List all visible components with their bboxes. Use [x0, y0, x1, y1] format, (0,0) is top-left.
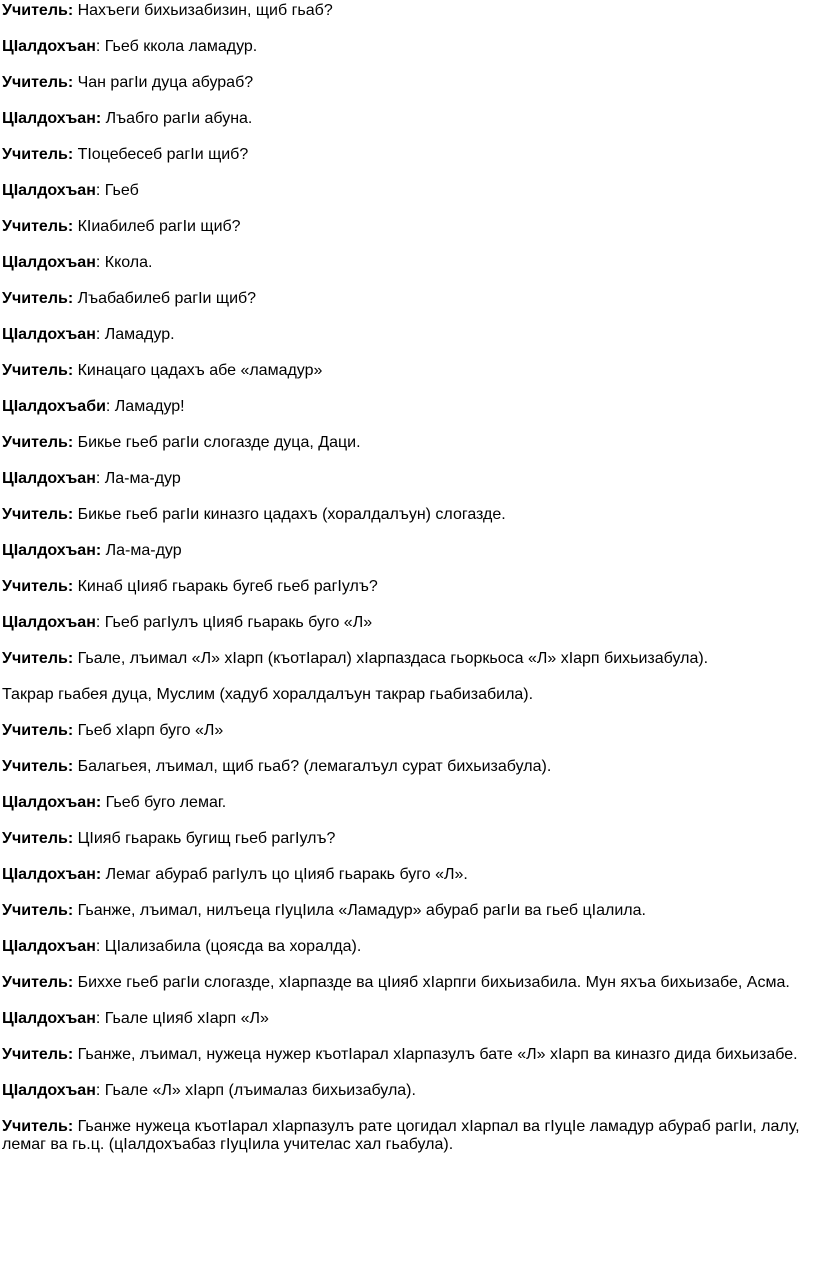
dialogue-line [2, 936, 812, 956]
dialogue-line [2, 828, 812, 848]
speaker-label: Учитель: [2, 902, 74, 919]
dialogue-line [2, 252, 812, 272]
line-text: Бикье гьеб рагIи киназго цадахъ (хоралдалъун) слогазде. [73, 506, 506, 523]
line-text: Гьанже нужеца къотIарал хIарпазулъ рате цогидал хIарпал ва гIуцIе ламадур абураб рагIи, лалу, лемаг ва гь.ц. (цIалдохъабаз гIуцIила учителас хал гьабула). [2, 1118, 800, 1153]
line-text: Гьеб буго лемаг. [101, 794, 227, 811]
line-text: КIиабилеб рагIи щиб? [73, 218, 241, 235]
speaker-label: ЦIалдохъан [2, 254, 96, 271]
line-text: Бикье гьеб рагIи слогазде дуца, Даци. [73, 434, 361, 451]
line-text: Гьале цIияб хIарп «Л» [100, 1010, 269, 1027]
line-text: Ламадур! [110, 398, 185, 415]
speaker-label: ЦIалдохъан [2, 38, 96, 55]
line-text: Лъабабилеб рагIи щиб? [73, 290, 257, 307]
speaker-label: Учитель: [2, 1046, 74, 1063]
speaker-label: ЦIалдохъан [2, 1082, 96, 1099]
dialogue-line [2, 504, 812, 524]
speaker-label: Учитель: [2, 578, 74, 595]
speaker-separator: : [95, 38, 101, 55]
dialogue-line [2, 972, 812, 992]
line-text: Гьеб ккола ламадур. [100, 38, 258, 55]
dialogue-line [2, 144, 812, 164]
dialogue-line [2, 864, 812, 884]
line-text: Кинаб цIияб гьаракь бугеб гьеб рагIулъ? [73, 578, 378, 595]
dialogue-line [2, 1080, 812, 1100]
dialogue-line [2, 432, 812, 452]
line-text: ЦIияб гьаракь бугищ гьеб рагIулъ? [73, 830, 336, 847]
line-text: Ла-ма-дур [100, 470, 181, 487]
speaker-label: ЦIалдохъан [2, 326, 96, 343]
speaker-label: ЦIалдохъан: [2, 542, 102, 559]
speaker-separator: : [95, 1010, 101, 1027]
line-text: Ла-ма-дур [101, 542, 182, 559]
line-text: Ккола. [100, 254, 153, 271]
line-text: Балагьея, лъимал, щиб гьаб? (лемагалъул сурат бихьизабула). [73, 758, 552, 775]
speaker-separator: : [95, 614, 101, 631]
speaker-label: Учитель: [2, 722, 74, 739]
dialogue-line [2, 216, 812, 236]
speaker-label: Учитель: [2, 74, 74, 91]
line-text: Гьале «Л» хIарп (лъималаз бихьизабула). [100, 1082, 416, 1099]
dialogue-line [2, 288, 812, 308]
line-text: Лъабго рагIи абуна. [101, 110, 253, 127]
dialogue-line [2, 72, 812, 92]
speaker-label: ЦIалдохъан: [2, 794, 102, 811]
speaker-label: ЦIалдохъан [2, 182, 96, 199]
speaker-separator: : [95, 326, 101, 343]
speaker-label: Учитель: [2, 434, 74, 451]
speaker-label: Учитель: [2, 2, 74, 19]
dialogue-line [2, 612, 812, 632]
speaker-label: Учитель: [2, 506, 74, 523]
speaker-label: ЦIалдохъан: [2, 866, 102, 883]
dialogue-line [2, 1116, 812, 1154]
speaker-separator: : [95, 1082, 101, 1099]
speaker-label: ЦIалдохъан [2, 614, 96, 631]
dialogue-line [2, 792, 812, 812]
dialogue-line [2, 540, 812, 560]
line-text: Гьеб [100, 182, 139, 199]
line-text: Гьеб хIарп буго «Л» [73, 722, 224, 739]
speaker-separator: : [95, 182, 101, 199]
line-text: Такрар гьабея дуца, Муслим (хадуб хоралдалъун такрар гьабизабила). [2, 686, 534, 703]
line-text: Гьале, лъимал «Л» хIарп (къотIарал) хIарпаздаса гьоркьоса «Л» хIарп бихьизабула). [73, 650, 709, 667]
dialogue-line [2, 1008, 812, 1028]
speaker-separator: : [95, 254, 101, 271]
line-text: Ламадур. [100, 326, 175, 343]
speaker-label: ЦIалдохъан [2, 1010, 96, 1027]
dialogue-line [2, 576, 812, 596]
line-text: Гьеб рагIулъ цIияб гьаракь буго «Л» [100, 614, 373, 631]
line-text: Кинацаго цадахъ абе «ламадур» [73, 362, 323, 379]
dialogue-line [2, 648, 812, 668]
dialogue-line [2, 180, 812, 200]
line-text: Нахъеги бихьизабизин, щиб гьаб? [73, 2, 333, 19]
speaker-label: ЦIалдохъан: [2, 110, 102, 127]
dialogue-line [2, 108, 812, 128]
speaker-label: Учитель: [2, 362, 74, 379]
speaker-label: Учитель: [2, 146, 74, 163]
speaker-label: ЦIалдохъан [2, 470, 96, 487]
line-text: Гьанже, лъимал, нужеца нужер къотIарал хIарпазулъ бате «Л» хIарп ва киназго дида бихьизабе. [73, 1046, 798, 1063]
dialogue-line [2, 468, 812, 488]
speaker-label: ЦIалдохъаби [2, 398, 106, 415]
line-text: ЦIализабила (цоясда ва хоралда). [100, 938, 362, 955]
speaker-label: Учитель: [2, 758, 74, 775]
speaker-separator: : [95, 938, 101, 955]
speaker-label: Учитель: [2, 290, 74, 307]
speaker-label: ЦIалдохъан [2, 938, 96, 955]
speaker-separator: : [95, 470, 101, 487]
line-text: ТIоцебесеб рагIи щиб? [73, 146, 249, 163]
line-text: Чан рагIи дуца абураб? [73, 74, 254, 91]
dialogue-line [2, 0, 812, 20]
dialogue-line [2, 1044, 812, 1064]
dialogue-line [2, 324, 812, 344]
speaker-label: Учитель: [2, 1118, 74, 1135]
dialogue-line [2, 36, 812, 56]
speaker-label: Учитель: [2, 650, 74, 667]
dialogue-line [2, 360, 812, 380]
line-text: Лемаг абураб рагIулъ цо цIияб гьаракь буго «Л». [101, 866, 468, 883]
dialogue-line [2, 720, 812, 740]
line-text: Гьанже, лъимал, нилъеца гIуцIила «Ламадур» абураб рагIи ва гьеб цIалила. [73, 902, 646, 919]
speaker-separator: : [105, 398, 111, 415]
dialogue-line [2, 900, 812, 920]
line-text: Биххе гьеб рагIи слогазде, хIарпазде ва цIияб хIарпги бихьизабила. Мун яхъа бихьизабе, Асма. [73, 974, 790, 991]
dialogue-line [2, 756, 812, 776]
speaker-label: Учитель: [2, 974, 74, 991]
speaker-label: Учитель: [2, 830, 74, 847]
speaker-label: Учитель: [2, 218, 74, 235]
dialogue-line [2, 396, 812, 416]
dialogue-line [2, 684, 812, 704]
